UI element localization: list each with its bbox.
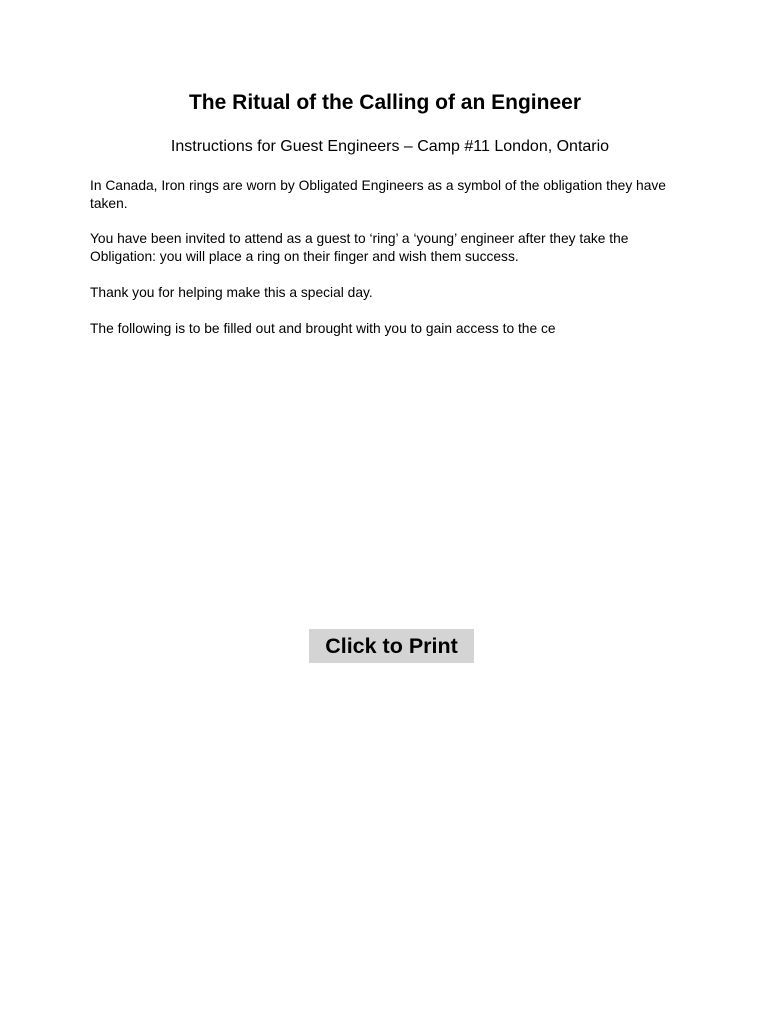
paragraph-thanks: Thank you for helping make this a special day. (90, 285, 373, 300)
paragraph-iron-rings: In Canada, Iron rings are worn by Obligated Engineers as a symbol of the obligation they have taken. (90, 178, 666, 211)
paragraph-invitation: You have been invited to attend as a guest to ‘ring’ a ‘young’ engineer after they take the Obligation: you will place a ring on their finger and wish them success. (90, 231, 629, 264)
document-subtitle: Instructions for Guest Engineers – Camp #11 London, Ontario (170, 138, 610, 155)
document-title: The Ritual of the Calling of an Engineer (188, 91, 582, 114)
print-button[interactable]: Click to Print (309, 629, 474, 663)
paragraph-form-instructions: The following is to be filled out and brought with you to gain access to the ce (90, 321, 556, 336)
